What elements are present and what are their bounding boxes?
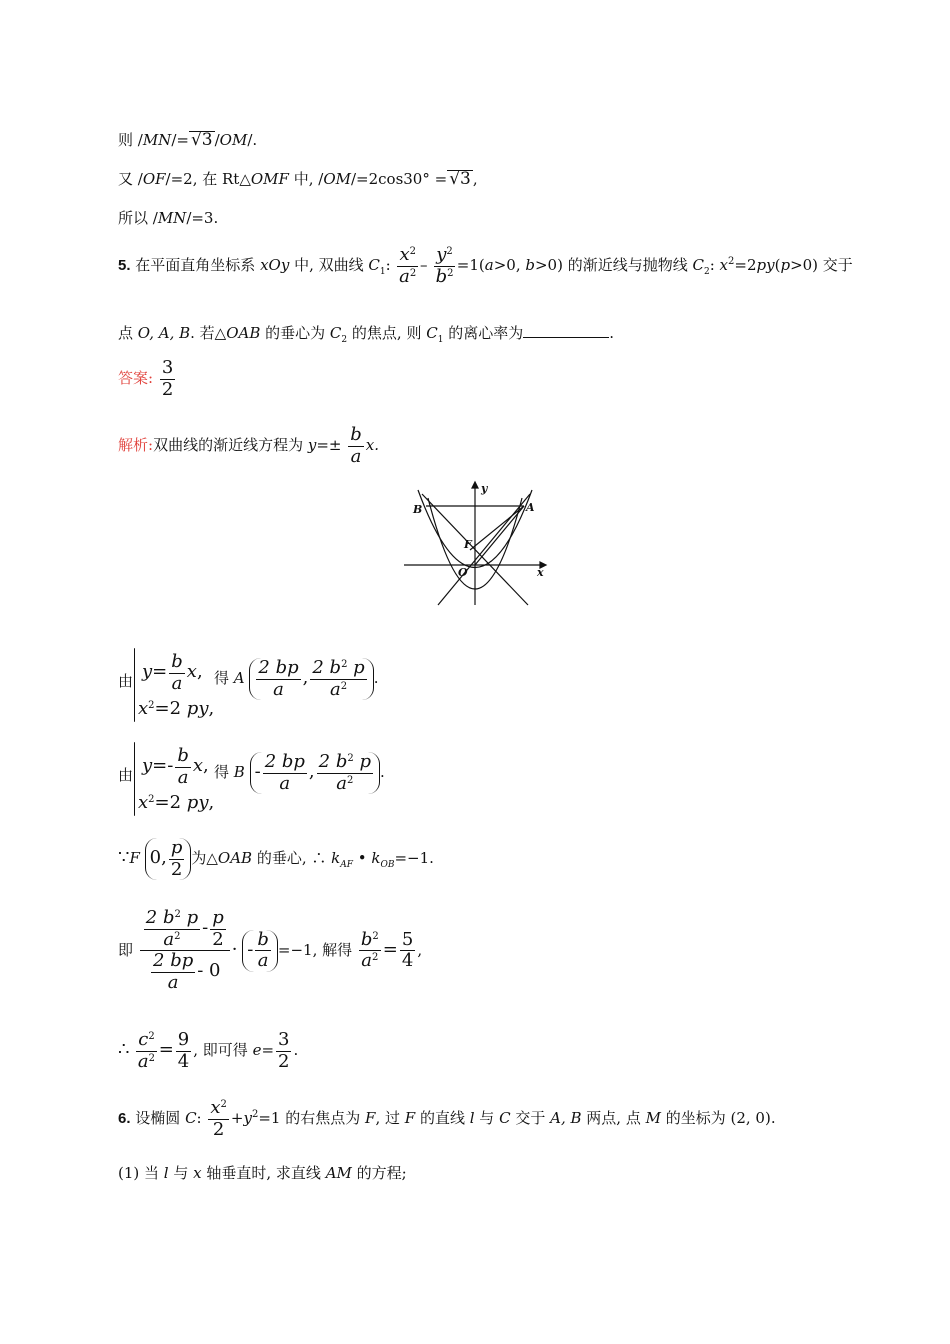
var: F — [129, 849, 140, 868]
text: · — [231, 938, 238, 960]
text: • — [353, 849, 372, 868]
var: B — [233, 763, 245, 782]
text: 设椭圆 — [130, 1109, 186, 1128]
den: 2 — [161, 378, 174, 400]
text: , 即可得 — [193, 1041, 253, 1060]
paren — [249, 658, 373, 700]
num: 2 bp — [153, 950, 194, 972]
num: x — [210, 1097, 221, 1118]
den: a — [163, 928, 175, 950]
subscript: AF — [340, 860, 353, 871]
text: 与 — [168, 1164, 194, 1182]
sup: 2 — [372, 952, 379, 964]
result-b — [214, 752, 385, 794]
fraction — [359, 930, 381, 972]
text: >0) 交于 — [790, 256, 853, 275]
den: 4 — [177, 1050, 190, 1072]
fraction — [175, 746, 191, 788]
sup: 2 — [447, 267, 454, 279]
text: - — [247, 938, 254, 960]
subscript: 2 — [703, 267, 710, 278]
var: l — [163, 1164, 169, 1182]
fraction — [169, 838, 185, 880]
sup: 2 — [409, 267, 417, 279]
solution-line-result — [118, 211, 218, 226]
text: =2 — [154, 698, 187, 719]
text: : — [385, 256, 391, 275]
var: y=± — [307, 436, 342, 455]
text: 的焦点, 则 — [347, 324, 427, 342]
sup: 2 — [340, 680, 348, 692]
text: 得 — [214, 763, 234, 782]
text: ( — [774, 256, 781, 275]
var: a — [484, 256, 494, 275]
therefore-symbol: ∴ — [118, 1039, 130, 1061]
question-5-line-2 — [118, 323, 614, 345]
num: b — [257, 928, 269, 950]
var-p: p — [780, 256, 791, 275]
var-of: OF — [142, 170, 166, 188]
sup: 2 — [148, 1052, 156, 1064]
equation-1 — [142, 746, 209, 788]
var: OAB — [217, 849, 253, 868]
text: , — [208, 792, 215, 813]
text: /. — [247, 131, 258, 149]
den: a — [177, 766, 189, 788]
den: a — [336, 772, 347, 794]
var: A, B — [550, 1109, 582, 1128]
x-label: x — [537, 566, 544, 579]
answer-label: 答案: — [118, 369, 154, 388]
num: p — [180, 907, 199, 928]
var-mn: MN — [157, 209, 187, 227]
sqrt-value: 3 — [460, 169, 471, 189]
text: 中, / — [288, 170, 324, 188]
sup: 2 — [728, 256, 735, 268]
text: . — [293, 1041, 299, 1060]
text: 的直线 — [415, 1109, 470, 1128]
var-c: C — [692, 256, 704, 275]
equation-2 — [138, 794, 214, 812]
fraction-b-a — [348, 425, 364, 467]
solution-line-om — [118, 170, 478, 188]
text: + — [230, 1109, 244, 1128]
question-6-part-1 — [118, 1166, 407, 1181]
den: a — [167, 972, 179, 994]
text: = — [158, 1039, 174, 1061]
text: 即 — [118, 940, 134, 959]
var: F — [365, 1109, 376, 1128]
var: C — [185, 1109, 197, 1128]
var: l — [469, 1109, 475, 1128]
text: , — [302, 667, 309, 689]
var: C — [499, 1109, 511, 1128]
text: = — [261, 1041, 275, 1060]
y-label: y — [481, 482, 488, 495]
text: 交于 — [510, 1109, 551, 1128]
sup: 2 — [346, 774, 354, 786]
text: =2 — [734, 256, 757, 275]
brace — [134, 648, 135, 722]
text: - 0 — [197, 960, 221, 982]
num: 2 b — [312, 657, 342, 678]
text: , — [196, 661, 203, 683]
minus: – — [419, 256, 428, 275]
text: =−1, 解得 — [277, 940, 353, 959]
fraction — [256, 658, 300, 700]
var-oab: OAB — [226, 324, 261, 342]
var: x — [192, 755, 204, 777]
text: = — [382, 938, 398, 960]
var: x — [193, 1164, 202, 1182]
text: (1) 当 — [118, 1164, 164, 1182]
var: x. — [365, 436, 380, 455]
text: 由 — [118, 766, 134, 784]
origin-label: O — [458, 566, 468, 579]
sup: 2 — [409, 246, 416, 257]
analysis-label: 解析: — [118, 436, 154, 455]
text: 由 — [118, 672, 134, 690]
segment-oa — [475, 506, 524, 565]
text: , — [472, 170, 478, 188]
sqrt-3: √3 — [190, 130, 213, 150]
asymptote-positive — [438, 494, 530, 605]
num: 2 b — [318, 751, 348, 772]
den: b — [435, 265, 448, 287]
num: b — [171, 651, 183, 672]
num: x — [399, 244, 410, 265]
hyperbola-parabola-figure — [400, 480, 550, 610]
because-symbol: ∵ — [118, 847, 130, 869]
var-om: OM — [323, 170, 351, 188]
var-om: OM — [219, 131, 248, 149]
text: 为△ — [191, 849, 218, 868]
var: e — [252, 1041, 262, 1060]
den: a — [279, 772, 291, 794]
num: y — [436, 244, 447, 265]
var-c: C — [329, 324, 342, 342]
text: 中, 双曲线 — [289, 256, 369, 275]
paren — [242, 930, 278, 972]
var-x: x — [719, 256, 729, 275]
system-a — [118, 648, 618, 728]
var-c: C — [426, 324, 438, 342]
num: 3 — [278, 1029, 290, 1050]
text: 双曲线的渐近线方程为 — [153, 436, 308, 455]
question-number: 5. — [118, 257, 131, 275]
focus-label: F — [464, 538, 472, 551]
den: 2 — [212, 1118, 225, 1140]
text: =- — [152, 755, 174, 777]
equation-2 — [138, 700, 214, 718]
den: a — [399, 265, 410, 287]
text: - — [254, 761, 261, 783]
slope-equation-line — [118, 908, 422, 994]
fraction — [208, 1098, 229, 1140]
var: A — [233, 669, 245, 688]
var: x — [186, 661, 197, 683]
text: : — [196, 1109, 202, 1128]
text: 轴垂直时, 求直线 — [201, 1164, 326, 1182]
fraction — [317, 752, 373, 794]
sup: 2 — [347, 753, 354, 764]
text: =1 的右焦点为 — [258, 1109, 366, 1128]
text: , 过 — [375, 1109, 405, 1128]
orthocenter-line — [118, 838, 434, 880]
text: 得 — [214, 669, 234, 688]
analysis-line — [118, 425, 379, 467]
num: p — [353, 751, 371, 772]
text: =1( — [456, 256, 485, 275]
sup: 2 — [220, 1099, 227, 1110]
den: a — [361, 950, 373, 972]
den: a — [137, 1050, 149, 1072]
text: 两点, 点 — [581, 1109, 646, 1128]
solution-line-mn — [118, 131, 257, 149]
fraction — [263, 752, 307, 794]
text: 在平面直角坐标系 — [130, 256, 261, 275]
fraction — [176, 1030, 191, 1072]
subscript: 1 — [379, 267, 386, 278]
fraction — [151, 951, 195, 993]
text: 的坐标为 (2, 0). — [660, 1109, 776, 1128]
sqrt-3: √3 — [449, 169, 471, 189]
text: =−1. — [394, 849, 434, 868]
subscript: 1 — [437, 335, 444, 345]
fraction — [310, 658, 366, 700]
text: . — [379, 763, 385, 782]
num: 3 — [161, 357, 174, 378]
var: k — [331, 849, 341, 868]
var-c: C — [368, 256, 380, 275]
text: , — [208, 698, 215, 719]
text: >0) 的渐近线与抛物线 — [534, 256, 693, 275]
var-omf: OMF — [250, 170, 289, 188]
den: a — [350, 445, 362, 467]
text: 的垂心为 — [260, 324, 330, 342]
text: - — [202, 917, 209, 939]
den: a — [257, 950, 269, 972]
text: /=2cos30° = — [350, 170, 448, 188]
text: 又 / — [118, 170, 143, 188]
system-b — [118, 742, 618, 822]
result-a — [214, 658, 378, 700]
num: p — [212, 907, 224, 928]
var-mn: MN — [142, 131, 172, 149]
den: 2 — [278, 1050, 290, 1072]
sup: 2 — [251, 1109, 259, 1121]
var: y — [142, 661, 153, 683]
sup: 2 — [148, 700, 155, 711]
text: 0 — [149, 847, 162, 869]
subscript: OB — [380, 860, 395, 871]
text: 的离心率为 — [443, 324, 524, 342]
paren — [145, 838, 192, 880]
var: b — [525, 256, 535, 275]
num: p — [170, 837, 183, 858]
text: >0, — [493, 256, 526, 275]
num: 5 — [401, 928, 414, 950]
num: p — [347, 657, 365, 678]
text: 点 — [118, 324, 138, 342]
sup: 2 — [148, 794, 155, 805]
text: . — [373, 669, 379, 688]
fraction — [136, 1030, 156, 1072]
subscript: 2 — [341, 335, 348, 345]
num: b — [360, 928, 373, 950]
var: x — [138, 698, 149, 719]
sup: 2 — [174, 909, 181, 920]
answer-blank[interactable] — [523, 323, 609, 338]
var: F — [404, 1109, 416, 1128]
question-5-line-1 — [118, 245, 853, 287]
point-b-label: B — [413, 503, 423, 516]
text: 则 / — [118, 131, 143, 149]
text: , — [417, 940, 423, 959]
fraction — [255, 930, 271, 972]
fraction — [169, 652, 185, 694]
fraction — [210, 908, 226, 950]
equation-1 — [142, 652, 203, 694]
num: 2 bp — [258, 657, 299, 678]
num: b — [350, 424, 362, 445]
num: b — [177, 745, 189, 766]
num: c — [138, 1029, 149, 1050]
text: . — [609, 324, 614, 342]
question-6-line-1 — [118, 1098, 776, 1140]
num: 9 — [177, 1029, 190, 1050]
point-a-label: A — [526, 501, 535, 514]
text: 的垂心, ∴ — [252, 849, 332, 868]
den: 2 — [170, 858, 183, 880]
var: y — [243, 1109, 252, 1128]
fraction — [276, 1030, 291, 1072]
answer-line — [118, 358, 177, 400]
eccentricity-line — [118, 1030, 298, 1072]
text: 与 — [474, 1109, 500, 1128]
sup: 2 — [148, 1031, 155, 1042]
den: a — [171, 672, 183, 694]
sup: 2 — [372, 930, 379, 942]
fraction-y2-b2 — [434, 245, 455, 287]
num: 2 bp — [264, 751, 305, 772]
den: 2 — [212, 928, 224, 950]
y-axis-arrow-icon — [472, 482, 478, 488]
answer-fraction — [160, 358, 175, 400]
paren — [250, 752, 380, 794]
text: = — [152, 661, 168, 683]
text: /= — [171, 131, 189, 149]
var-xoy: xOy — [260, 256, 290, 275]
compound-fraction — [140, 908, 230, 994]
text: , — [308, 761, 315, 783]
text: / — [214, 131, 220, 149]
question-number: 6. — [118, 1110, 131, 1128]
text: =2 — [154, 792, 187, 813]
sup: 2 — [341, 659, 348, 670]
den: a — [273, 678, 284, 700]
brace — [134, 742, 135, 816]
den: 4 — [401, 950, 414, 972]
text: , — [203, 755, 209, 777]
sup: 2 — [174, 930, 181, 942]
text: 所以 / — [118, 209, 158, 227]
var: AM — [325, 1164, 352, 1182]
den: a — [329, 678, 341, 700]
num: 2 b — [145, 907, 175, 928]
var: x — [138, 792, 149, 813]
var: py — [186, 698, 209, 719]
sqrt-value: 3 — [201, 130, 213, 150]
text: /=2, 在 Rt△ — [165, 170, 251, 188]
text: , — [161, 847, 167, 869]
sup: 2 — [446, 246, 453, 257]
text: . 若△ — [190, 324, 227, 342]
var: y — [142, 755, 153, 777]
var: k — [371, 849, 381, 868]
var-py: py — [756, 256, 775, 275]
text: 的方程; — [351, 1164, 407, 1182]
text: : — [709, 256, 720, 275]
var: py — [186, 792, 209, 813]
fraction-x2-a2 — [397, 245, 418, 287]
var: M — [645, 1109, 661, 1128]
fraction — [400, 930, 415, 972]
var-points: O, A, B — [137, 324, 191, 342]
fraction — [144, 908, 200, 950]
text: /=3. — [186, 209, 219, 227]
